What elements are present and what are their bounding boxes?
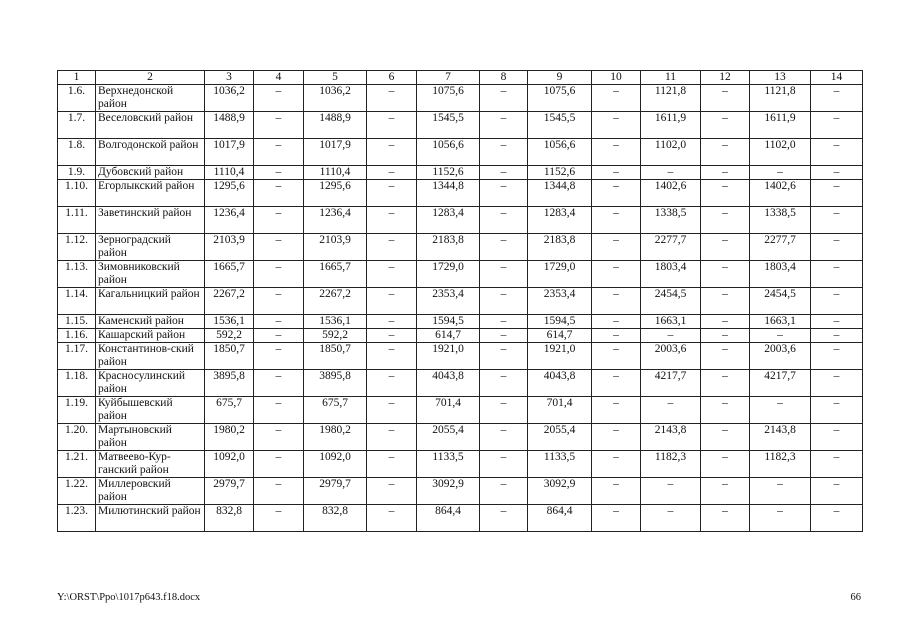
value-cell: 675,7 [304, 397, 367, 424]
district-name-cell: Кагальницкий район [96, 288, 205, 315]
empty-value-cell: – [592, 166, 641, 180]
table-body [58, 85, 863, 532]
district-name-cell: Зерноградский район [96, 234, 205, 261]
value-cell: 4043,8 [528, 370, 592, 397]
district-name-cell: Дубовский район [96, 166, 205, 180]
empty-value-cell: – [480, 505, 528, 532]
empty-value-cell: – [480, 451, 528, 478]
value-cell: 4043,8 [417, 370, 480, 397]
empty-value-cell: – [367, 166, 417, 180]
empty-value-cell: – [701, 343, 750, 370]
value-cell: 1594,5 [417, 315, 480, 329]
empty-value-cell: – [701, 370, 750, 397]
value-cell: 2003,6 [641, 343, 701, 370]
district-name-cell: Мартыновский район [96, 424, 205, 451]
empty-value-cell: – [480, 424, 528, 451]
empty-value-cell: – [367, 207, 417, 234]
empty-value-cell: – [641, 166, 701, 180]
value-cell: 2267,2 [205, 288, 254, 315]
value-cell: 1980,2 [205, 424, 254, 451]
empty-value-cell: – [592, 112, 641, 139]
table-row [58, 451, 863, 478]
value-cell: 4217,7 [750, 370, 811, 397]
row-number-cell: 1.20. [58, 424, 96, 451]
value-cell: 4217,7 [641, 370, 701, 397]
value-cell: 2454,5 [641, 288, 701, 315]
empty-value-cell: – [480, 261, 528, 288]
empty-value-cell: – [641, 505, 701, 532]
empty-value-cell: – [701, 180, 750, 207]
column-header-13: 13 [750, 71, 811, 85]
row-number-cell: 1.18. [58, 370, 96, 397]
value-cell: 2143,8 [750, 424, 811, 451]
empty-value-cell: – [254, 166, 304, 180]
empty-value-cell: – [367, 397, 417, 424]
table-row [58, 180, 863, 207]
empty-value-cell: – [480, 329, 528, 343]
empty-value-cell: – [701, 451, 750, 478]
value-cell: 832,8 [304, 505, 367, 532]
file-path-footer: Y:\ORST\Ppo\1017p643.f18.docx [57, 592, 201, 603]
table-row [58, 343, 863, 370]
empty-value-cell: – [254, 234, 304, 261]
value-cell: 1075,6 [528, 85, 592, 112]
empty-value-cell: – [254, 370, 304, 397]
empty-value-cell: – [367, 85, 417, 112]
empty-value-cell: – [701, 478, 750, 505]
empty-value-cell: – [254, 112, 304, 139]
column-header-11: 11 [641, 71, 701, 85]
value-cell: 2103,9 [205, 234, 254, 261]
row-number-cell: 1.9. [58, 166, 96, 180]
empty-value-cell: – [592, 370, 641, 397]
value-cell: 2183,8 [417, 234, 480, 261]
empty-value-cell: – [592, 451, 641, 478]
value-cell: 832,8 [205, 505, 254, 532]
column-header-6: 6 [367, 71, 417, 85]
empty-value-cell: – [254, 139, 304, 166]
value-cell: 1295,6 [205, 180, 254, 207]
empty-value-cell: – [254, 451, 304, 478]
value-cell: 1663,1 [750, 315, 811, 329]
value-cell: 1110,4 [304, 166, 367, 180]
empty-value-cell: – [701, 397, 750, 424]
value-cell: 1182,3 [641, 451, 701, 478]
empty-value-cell: – [480, 397, 528, 424]
column-header-4: 4 [254, 71, 304, 85]
value-cell: 1056,6 [528, 139, 592, 166]
row-number-cell: 1.23. [58, 505, 96, 532]
empty-value-cell: – [254, 329, 304, 343]
empty-value-cell: – [367, 112, 417, 139]
district-name-cell: Матвеево-Кур-ганский район [96, 451, 205, 478]
value-cell: 701,4 [417, 397, 480, 424]
table-row [58, 207, 863, 234]
district-name-cell: Егорлыкский район [96, 180, 205, 207]
value-cell: 1152,6 [528, 166, 592, 180]
value-cell: 1729,0 [528, 261, 592, 288]
empty-value-cell: – [701, 112, 750, 139]
empty-value-cell: – [750, 397, 811, 424]
value-cell: 1102,0 [641, 139, 701, 166]
empty-value-cell: – [592, 207, 641, 234]
empty-value-cell: – [592, 85, 641, 112]
table-row [58, 288, 863, 315]
empty-value-cell: – [367, 315, 417, 329]
table-row [58, 139, 863, 166]
value-cell: 1338,5 [641, 207, 701, 234]
empty-value-cell: – [367, 180, 417, 207]
empty-value-cell: – [254, 424, 304, 451]
district-name-cell: Красносулинский район [96, 370, 205, 397]
row-number-cell: 1.12. [58, 234, 96, 261]
column-header-1: 1 [58, 71, 96, 85]
empty-value-cell: – [811, 166, 863, 180]
row-number-cell: 1.15. [58, 315, 96, 329]
value-cell: 1850,7 [205, 343, 254, 370]
district-name-cell: Волгодонской район [96, 139, 205, 166]
value-cell: 2353,4 [417, 288, 480, 315]
empty-value-cell: – [592, 424, 641, 451]
value-cell: 1536,1 [304, 315, 367, 329]
empty-value-cell: – [480, 234, 528, 261]
value-cell: 1056,6 [417, 139, 480, 166]
district-name-cell: Веселовский район [96, 112, 205, 139]
row-number-cell: 1.13. [58, 261, 96, 288]
value-cell: 2055,4 [417, 424, 480, 451]
district-name-cell: Миллеровский район [96, 478, 205, 505]
empty-value-cell: – [254, 85, 304, 112]
value-cell: 675,7 [205, 397, 254, 424]
district-name-cell: Милютинский район [96, 505, 205, 532]
table-row [58, 234, 863, 261]
empty-value-cell: – [254, 397, 304, 424]
value-cell: 614,7 [417, 329, 480, 343]
empty-value-cell: – [641, 478, 701, 505]
column-header-3: 3 [205, 71, 254, 85]
empty-value-cell: – [592, 397, 641, 424]
value-cell: 1075,6 [417, 85, 480, 112]
table-row [58, 329, 863, 343]
empty-value-cell: – [811, 234, 863, 261]
value-cell: 2454,5 [750, 288, 811, 315]
empty-value-cell: – [701, 85, 750, 112]
empty-value-cell: – [811, 505, 863, 532]
empty-value-cell: – [592, 180, 641, 207]
page-number: 66 [850, 592, 861, 603]
value-cell: 1295,6 [304, 180, 367, 207]
empty-value-cell: – [254, 505, 304, 532]
row-number-cell: 1.16. [58, 329, 96, 343]
column-header-8: 8 [480, 71, 528, 85]
empty-value-cell: – [811, 397, 863, 424]
value-cell: 1344,8 [417, 180, 480, 207]
empty-value-cell: – [367, 478, 417, 505]
row-number-cell: 1.21. [58, 451, 96, 478]
value-cell: 1017,9 [304, 139, 367, 166]
value-cell: 864,4 [528, 505, 592, 532]
value-cell: 1488,9 [205, 112, 254, 139]
value-cell: 592,2 [205, 329, 254, 343]
empty-value-cell: – [811, 315, 863, 329]
table-row [58, 261, 863, 288]
empty-value-cell: – [254, 343, 304, 370]
value-cell: 592,2 [304, 329, 367, 343]
table-row [58, 166, 863, 180]
empty-value-cell: – [254, 261, 304, 288]
empty-value-cell: – [592, 315, 641, 329]
column-header-9: 9 [528, 71, 592, 85]
empty-value-cell: – [367, 424, 417, 451]
value-cell: 1344,8 [528, 180, 592, 207]
empty-value-cell: – [480, 112, 528, 139]
value-cell: 1133,5 [528, 451, 592, 478]
empty-value-cell: – [480, 166, 528, 180]
table-header-row [58, 71, 863, 85]
empty-value-cell: – [480, 180, 528, 207]
value-cell: 1402,6 [750, 180, 811, 207]
row-number-cell: 1.11. [58, 207, 96, 234]
empty-value-cell: – [592, 288, 641, 315]
value-cell: 2267,2 [304, 288, 367, 315]
empty-value-cell: – [701, 288, 750, 315]
empty-value-cell: – [367, 451, 417, 478]
empty-value-cell: – [480, 85, 528, 112]
value-cell: 1283,4 [528, 207, 592, 234]
value-cell: 1665,7 [304, 261, 367, 288]
empty-value-cell: – [701, 505, 750, 532]
table-row [58, 505, 863, 532]
district-name-cell: Каменский район [96, 315, 205, 329]
column-header-12: 12 [701, 71, 750, 85]
value-cell: 2003,6 [750, 343, 811, 370]
empty-value-cell: – [811, 261, 863, 288]
empty-value-cell: – [701, 166, 750, 180]
column-header-5: 5 [304, 71, 367, 85]
value-cell: 1850,7 [304, 343, 367, 370]
empty-value-cell: – [811, 451, 863, 478]
empty-value-cell: – [254, 478, 304, 505]
value-cell: 1092,0 [205, 451, 254, 478]
value-cell: 2103,9 [304, 234, 367, 261]
table-row [58, 112, 863, 139]
value-cell: 1236,4 [304, 207, 367, 234]
value-cell: 1110,4 [205, 166, 254, 180]
table-row [58, 424, 863, 451]
empty-value-cell: – [367, 505, 417, 532]
value-cell: 1803,4 [641, 261, 701, 288]
empty-value-cell: – [701, 424, 750, 451]
empty-value-cell: – [367, 139, 417, 166]
value-cell: 1236,4 [205, 207, 254, 234]
value-cell: 1488,9 [304, 112, 367, 139]
empty-value-cell: – [480, 315, 528, 329]
row-number-cell: 1.6. [58, 85, 96, 112]
empty-value-cell: – [750, 329, 811, 343]
row-number-cell: 1.10. [58, 180, 96, 207]
value-cell: 2979,7 [205, 478, 254, 505]
value-cell: 1152,6 [417, 166, 480, 180]
value-cell: 614,7 [528, 329, 592, 343]
empty-value-cell: – [811, 424, 863, 451]
empty-value-cell: – [811, 478, 863, 505]
empty-value-cell: – [701, 234, 750, 261]
empty-value-cell: – [592, 329, 641, 343]
value-cell: 1803,4 [750, 261, 811, 288]
empty-value-cell: – [811, 139, 863, 166]
empty-value-cell: – [254, 180, 304, 207]
empty-value-cell: – [811, 112, 863, 139]
value-cell: 1594,5 [528, 315, 592, 329]
value-cell: 2277,7 [641, 234, 701, 261]
district-name-cell: Кашарский район [96, 329, 205, 343]
value-cell: 2353,4 [528, 288, 592, 315]
value-cell: 2143,8 [641, 424, 701, 451]
value-cell: 1921,0 [417, 343, 480, 370]
column-header-10: 10 [592, 71, 641, 85]
empty-value-cell: – [811, 329, 863, 343]
empty-value-cell: – [480, 207, 528, 234]
value-cell: 1665,7 [205, 261, 254, 288]
row-number-cell: 1.17. [58, 343, 96, 370]
empty-value-cell: – [701, 329, 750, 343]
value-cell: 1121,8 [641, 85, 701, 112]
value-cell: 3895,8 [304, 370, 367, 397]
value-cell: 2979,7 [304, 478, 367, 505]
empty-value-cell: – [750, 166, 811, 180]
empty-value-cell: – [254, 207, 304, 234]
empty-value-cell: – [254, 315, 304, 329]
value-cell: 3895,8 [205, 370, 254, 397]
value-cell: 1663,1 [641, 315, 701, 329]
row-number-cell: 1.14. [58, 288, 96, 315]
value-cell: 3092,9 [417, 478, 480, 505]
empty-value-cell: – [480, 139, 528, 166]
row-number-cell: 1.22. [58, 478, 96, 505]
value-cell: 1092,0 [304, 451, 367, 478]
empty-value-cell: – [367, 261, 417, 288]
empty-value-cell: – [811, 370, 863, 397]
empty-value-cell: – [367, 370, 417, 397]
value-cell: 2183,8 [528, 234, 592, 261]
value-cell: 1102,0 [750, 139, 811, 166]
empty-value-cell: – [811, 288, 863, 315]
table-row [58, 370, 863, 397]
table-row [58, 397, 863, 424]
empty-value-cell: – [701, 261, 750, 288]
table-row [58, 315, 863, 329]
row-number-cell: 1.19. [58, 397, 96, 424]
value-cell: 1338,5 [750, 207, 811, 234]
value-cell: 1133,5 [417, 451, 480, 478]
district-name-cell: Заветинский район [96, 207, 205, 234]
empty-value-cell: – [367, 288, 417, 315]
empty-value-cell: – [254, 288, 304, 315]
row-number-cell: 1.8. [58, 139, 96, 166]
table-row [58, 478, 863, 505]
value-cell: 864,4 [417, 505, 480, 532]
district-name-cell: Куйбышевский район [96, 397, 205, 424]
value-cell: 1611,9 [750, 112, 811, 139]
value-cell: 1545,5 [417, 112, 480, 139]
empty-value-cell: – [701, 315, 750, 329]
value-cell: 1980,2 [304, 424, 367, 451]
empty-value-cell: – [480, 478, 528, 505]
value-cell: 1036,2 [304, 85, 367, 112]
value-cell: 1182,3 [750, 451, 811, 478]
value-cell: 2055,4 [528, 424, 592, 451]
empty-value-cell: – [367, 343, 417, 370]
value-cell: 1545,5 [528, 112, 592, 139]
empty-value-cell: – [592, 139, 641, 166]
empty-value-cell: – [480, 343, 528, 370]
value-cell: 1921,0 [528, 343, 592, 370]
empty-value-cell: – [811, 207, 863, 234]
column-header-7: 7 [417, 71, 480, 85]
empty-value-cell: – [811, 85, 863, 112]
value-cell: 1536,1 [205, 315, 254, 329]
empty-value-cell: – [750, 478, 811, 505]
column-header-2: 2 [96, 71, 205, 85]
value-cell: 3092,9 [528, 478, 592, 505]
empty-value-cell: – [592, 505, 641, 532]
value-cell: 1402,6 [641, 180, 701, 207]
empty-value-cell: – [480, 370, 528, 397]
value-cell: 2277,7 [750, 234, 811, 261]
empty-value-cell: – [367, 234, 417, 261]
column-header-14: 14 [811, 71, 863, 85]
empty-value-cell: – [750, 505, 811, 532]
value-cell: 1036,2 [205, 85, 254, 112]
district-name-cell: Зимовниковский район [96, 261, 205, 288]
district-name-cell: Верхнедонской район [96, 85, 205, 112]
empty-value-cell: – [811, 343, 863, 370]
row-number-cell: 1.7. [58, 112, 96, 139]
empty-value-cell: – [701, 139, 750, 166]
value-cell: 1729,0 [417, 261, 480, 288]
value-cell: 1017,9 [205, 139, 254, 166]
empty-value-cell: – [592, 234, 641, 261]
district-name-cell: Константинов-ский район [96, 343, 205, 370]
empty-value-cell: – [701, 207, 750, 234]
value-cell: 1283,4 [417, 207, 480, 234]
empty-value-cell: – [592, 261, 641, 288]
value-cell: 701,4 [528, 397, 592, 424]
budget-table [57, 70, 863, 532]
empty-value-cell: – [641, 329, 701, 343]
value-cell: 1611,9 [641, 112, 701, 139]
empty-value-cell: – [480, 288, 528, 315]
empty-value-cell: – [592, 478, 641, 505]
empty-value-cell: – [641, 397, 701, 424]
empty-value-cell: – [592, 343, 641, 370]
empty-value-cell: – [367, 329, 417, 343]
empty-value-cell: – [811, 180, 863, 207]
value-cell: 1121,8 [750, 85, 811, 112]
table-row [58, 85, 863, 112]
